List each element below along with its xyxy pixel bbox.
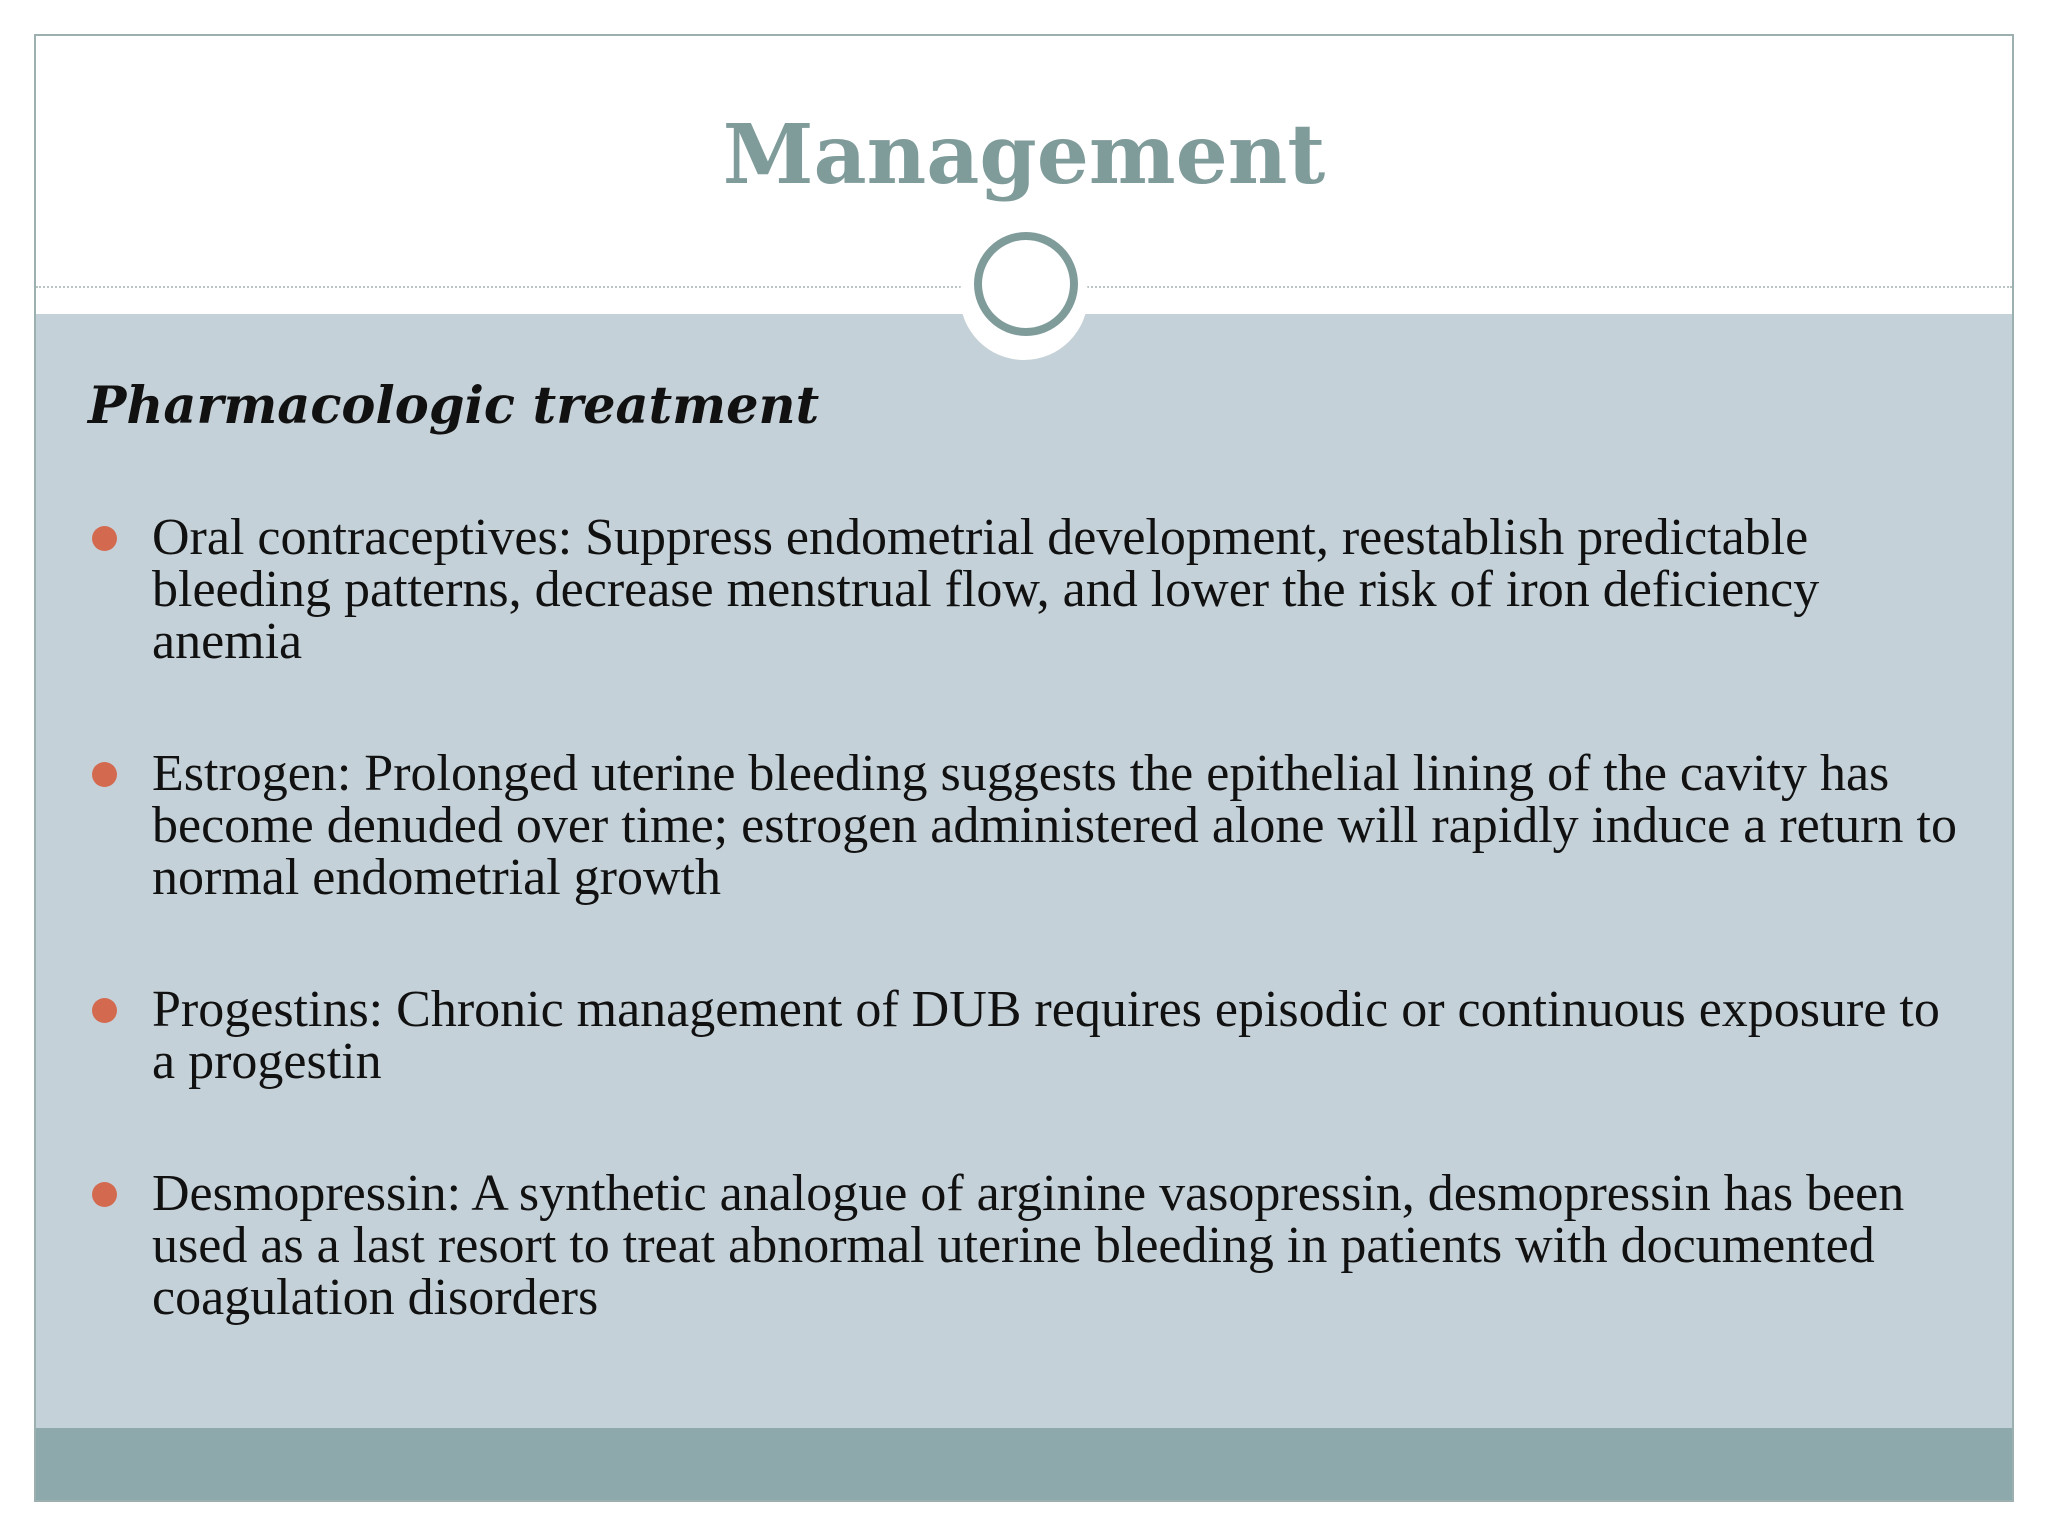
slide-title: Management (722, 107, 1326, 203)
bullet-dot-icon (92, 1182, 117, 1207)
bullet-text: Estrogen: Prolonged uterine bleeding suggests the epithelial lining of the cavity has become denuded over time; estrogen administered alone will rapidly induce a return to normal endometrial growth (152, 745, 1957, 906)
bullet-list (88, 509, 1968, 1404)
bullet-dot-icon (92, 762, 117, 787)
slide (34, 34, 2014, 1502)
bullet-item-progestins (88, 981, 1968, 1090)
bullet-text: Desmopressin: A synthetic analogue of arginine vasopressin, desmopressin has been used as a last resort to treat abnormal uterine bleeding in patients with documented coagulation disorders (152, 1165, 1905, 1326)
bullet-text: Progestins: Chronic management of DUB requires episodic or continuous exposure to a progestin (152, 981, 1940, 1090)
bullet-item-estrogen (88, 745, 1968, 906)
circle-ornament-icon (974, 232, 1078, 336)
bullet-dot-icon (92, 998, 117, 1023)
footer-band (36, 1428, 2012, 1500)
bullet-item-desmopressin (88, 1165, 1968, 1326)
bullet-item-oral-contraceptives (88, 509, 1968, 670)
bullet-text: Oral contraceptives: Suppress endometrial development, reestablish predictable bleeding patterns, decrease menstrual flow, and lower the risk of iron deficiency anemia (152, 509, 1820, 670)
bullet-dot-icon (92, 526, 117, 551)
section-subtitle: Pharmacologic treatment (88, 376, 820, 436)
